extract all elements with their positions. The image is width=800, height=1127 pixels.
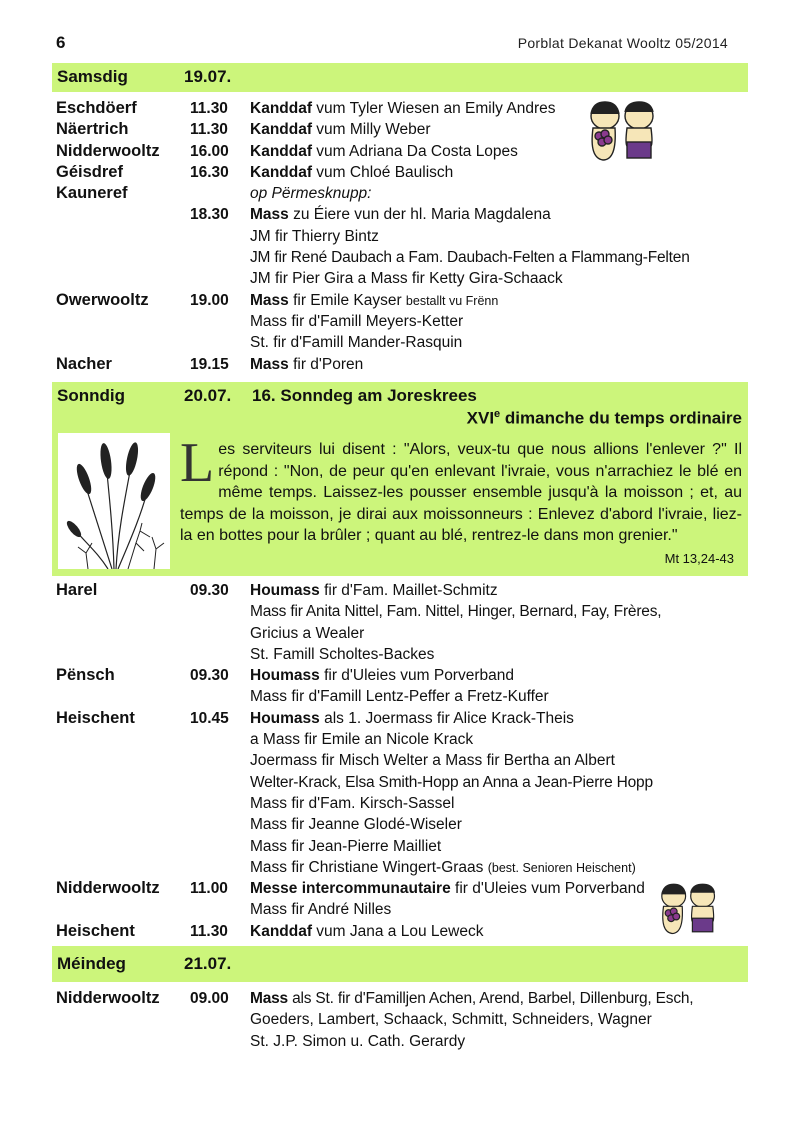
schedule-row: [56, 988, 748, 1009]
location: Pënsch: [56, 666, 115, 685]
day-name: Méindeg: [57, 954, 126, 973]
service-description: [250, 878, 645, 899]
schedule-row: [56, 644, 748, 665]
service-text: JM fir Pier Gira a Mass fir Ketty Gira-Schaack: [250, 270, 563, 288]
service-text: Gricius a Wealer: [250, 624, 365, 642]
service-description: [250, 793, 455, 814]
service-description: [250, 1031, 465, 1052]
schedule-row: [56, 686, 748, 707]
day-bar-sunday: [52, 382, 748, 431]
service-text: vum Jana a Lou Leweck: [312, 922, 484, 940]
service-description: [250, 332, 462, 353]
service-text: Mass fir d'Famill Meyers-Ketter: [250, 312, 464, 330]
schedule-row: [56, 665, 748, 686]
service-note: (best. Senioren Heischent): [487, 860, 636, 875]
service-description: [250, 268, 563, 289]
schedule-row: [56, 1031, 748, 1052]
service-description: [250, 204, 551, 225]
service-text: vum Tyler Wiesen an Emily Andres: [312, 100, 556, 117]
wheat-illustration: [58, 433, 170, 569]
service-description: [250, 750, 615, 771]
service-text: St. Famill Scholtes-Backes: [250, 645, 435, 663]
service-description: [250, 162, 453, 183]
service-description: [250, 1009, 652, 1030]
service-text: Welter-Krack, Elsa Smith-Hopp an Anna a Jean-Pierre Hopp: [250, 773, 653, 791]
time: 09.30: [190, 582, 229, 599]
time: 11.30: [190, 100, 228, 117]
schedule-row: [56, 580, 748, 601]
service-description: [250, 708, 574, 729]
service-description: [250, 290, 498, 312]
service-text: vum Adriana Da Costa Lopes: [312, 142, 518, 160]
service-text: Mass fir André Nilles: [250, 901, 392, 919]
sunday-title: 16. Sonndeg am Joreskrees: [252, 386, 477, 405]
service-description: [250, 623, 364, 644]
page-number: 6: [56, 33, 66, 52]
service-text: fir d'Poren: [288, 355, 364, 373]
service-description: [250, 183, 372, 204]
day-bar-saturday: [52, 63, 748, 92]
quote-text: es serviteurs lui disent : "Alors, veux-tu que nous allions l'enlever ?" Il répond : "Non, de peur qu'en enlevant l'ivraie, vous n'arrachiez le blé en même temps. Laissez-les pousser ensemble jusqu'à la moisson ; et, au temps de la moisson, je dirai aux moissonneurs : Enlevez d'abord l'ivraie, liez-la en bottes pour la brûler ; quant au blé, rentrez-le dans mon grenier.": [180, 441, 742, 544]
service-text: fir d'Uleies vum Porverband: [319, 667, 514, 685]
schedule-row: [56, 836, 748, 857]
service-type: Mass: [250, 355, 289, 373]
publication-title: Porblat Dekanat Wooltz 05/2014: [517, 35, 728, 51]
day-date: 19.07.: [184, 67, 232, 86]
schedule-row: [56, 899, 748, 920]
service-text: St. fir d'Famill Mander-Rasquin: [250, 334, 463, 352]
service-type: Houmass: [250, 709, 320, 727]
schedule-row: [56, 878, 748, 899]
location: Géisdref: [56, 162, 123, 181]
monday-schedule: [56, 988, 748, 1052]
service-description: [250, 729, 473, 750]
schedule-row: [56, 708, 748, 729]
service-type: Kanddaf: [250, 922, 312, 940]
location: Eschdöerf: [56, 99, 137, 117]
location: Nidderwooltz: [56, 879, 160, 898]
service-type: Messe intercommunautaire: [250, 880, 451, 898]
service-text: Mass fir Anita Nittel, Fam. Nittel, Hinger, Bernard, Fay, Frères,: [250, 603, 662, 621]
sunday-subtitle: XVIe dimanche du temps ordinaire: [466, 408, 742, 428]
schedule-row: [56, 226, 748, 247]
service-type: Kanddaf: [250, 142, 312, 160]
service-text: op Përmesknupp:: [250, 185, 372, 203]
service-text: zu Éiere vun der hl. Maria Magdalena: [288, 206, 551, 224]
service-note: bestallt vu Frënn: [405, 293, 499, 308]
time: 19.00: [190, 291, 229, 309]
service-description: [250, 354, 363, 375]
service-type: Houmass: [250, 667, 320, 685]
service-text: Goeders, Lambert, Schaack, Schmitt, Schneiders, Wagner: [250, 1011, 652, 1029]
schedule-row: [56, 772, 748, 793]
day-name: Sonndig: [57, 386, 125, 405]
location: Näertrich: [56, 120, 129, 139]
location: Nidderwooltz: [56, 141, 160, 160]
service-text: JM fir René Daubach a Fam. Daubach-Felten a Flammang-Felten: [250, 249, 690, 267]
time: 09.00: [190, 990, 229, 1007]
service-text: St. J.P. Simon u. Cath. Gerardy: [250, 1032, 466, 1050]
schedule-row: [56, 814, 748, 835]
location: Owerwooltz: [56, 290, 149, 309]
service-type: Kanddaf: [250, 163, 312, 181]
time: 11.30: [190, 121, 228, 139]
service-text: Mass fir d'Famill Lentz-Peffer a Fretz-Kuffer: [250, 688, 549, 706]
schedule-row: [56, 332, 748, 353]
day-date: 20.07.: [184, 386, 232, 405]
service-description: [250, 857, 636, 879]
service-text: fir d'Uleies vum Porverband: [450, 880, 645, 898]
time: 16.30: [190, 163, 229, 181]
location: Harel: [56, 581, 98, 599]
service-type: Mass: [250, 206, 289, 224]
time: 16.00: [190, 142, 229, 160]
service-description: [250, 141, 518, 162]
location: Kauneref: [56, 184, 128, 203]
service-description: [250, 921, 483, 942]
schedule-row: [56, 247, 748, 268]
service-type: Kanddaf: [250, 100, 312, 117]
quote-dropcap: L: [180, 432, 215, 494]
time: 11.00: [190, 880, 228, 898]
service-text: Joermass fir Misch Welter a Mass fir Bertha an Albert: [250, 752, 615, 770]
schedule-row: [56, 793, 748, 814]
location: Nidderwooltz: [56, 989, 160, 1007]
schedule-row: [56, 183, 748, 204]
service-type: Mass: [250, 291, 289, 309]
schedule-row: [56, 204, 748, 225]
service-type: Kanddaf: [250, 121, 312, 139]
time: 11.30: [190, 922, 228, 940]
schedule-row: [56, 601, 748, 622]
service-text: a Mass fir Emile an Nicole Krack: [250, 731, 474, 749]
time: 10.45: [190, 709, 229, 727]
schedule-row: [56, 921, 748, 942]
service-text: fir Emile Kayser: [288, 291, 406, 309]
schedule-row: [56, 1009, 748, 1030]
location: Nacher: [56, 354, 112, 373]
service-type: Mass: [250, 990, 288, 1007]
service-description: [250, 836, 441, 857]
service-description: [250, 988, 693, 1009]
service-description: [250, 601, 661, 622]
schedule-row: [56, 729, 748, 750]
schedule-row: [56, 268, 748, 289]
baptism-children-icon: [583, 98, 663, 167]
sunday-schedule: [56, 580, 748, 942]
schedule-row: [56, 857, 748, 878]
service-text: fir d'Fam. Maillet-Schmitz: [319, 582, 498, 599]
service-description: [250, 98, 556, 119]
service-text: vum Chloé Baulisch: [312, 163, 454, 181]
service-text: Mass fir d'Fam. Kirsch-Sassel: [250, 794, 455, 812]
service-description: [250, 686, 549, 707]
service-description: [250, 247, 690, 268]
day-date: 21.07.: [184, 954, 232, 973]
service-text: als 1. Joermass fir Alice Krack-Theis: [319, 709, 574, 727]
gospel-quote-box: [52, 431, 748, 576]
schedule-row: [56, 750, 748, 771]
day-bar-monday: [52, 946, 748, 982]
location: Heischent: [56, 921, 135, 940]
quote-reference: Mt 13,24-43: [664, 551, 734, 566]
page-header: [56, 33, 728, 55]
gospel-quote: [180, 432, 742, 547]
service-text: Mass fir Jean-Pierre Mailliet: [250, 837, 442, 855]
time: 19.15: [190, 355, 229, 373]
schedule-row: [56, 311, 748, 332]
baptism-children-icon: [655, 880, 723, 941]
location: Heischent: [56, 708, 135, 727]
service-description: [250, 814, 462, 835]
service-text: vum Milly Weber: [312, 121, 431, 139]
service-description: [250, 644, 434, 665]
service-text: Mass fir Christiane Wingert-Graas: [250, 858, 488, 876]
service-text: Mass fir Jeanne Glodé-Wiseler: [250, 816, 462, 834]
day-name: Samsdig: [57, 67, 128, 86]
service-description: [250, 665, 514, 686]
time: 18.30: [190, 206, 229, 224]
service-description: [250, 580, 498, 601]
schedule-row: [56, 354, 748, 375]
service-description: [250, 226, 379, 247]
service-description: [250, 119, 431, 140]
schedule-row: [56, 290, 748, 311]
schedule-row: [56, 623, 748, 644]
service-description: [250, 772, 653, 793]
time: 09.30: [190, 667, 229, 685]
service-type: Houmass: [250, 582, 320, 599]
service-text: als St. fir d'Familljen Achen, Arend, Barbel, Dillenburg, Esch,: [287, 990, 694, 1007]
service-description: [250, 311, 463, 332]
service-description: [250, 899, 391, 920]
service-text: JM fir Thierry Bintz: [250, 227, 379, 245]
